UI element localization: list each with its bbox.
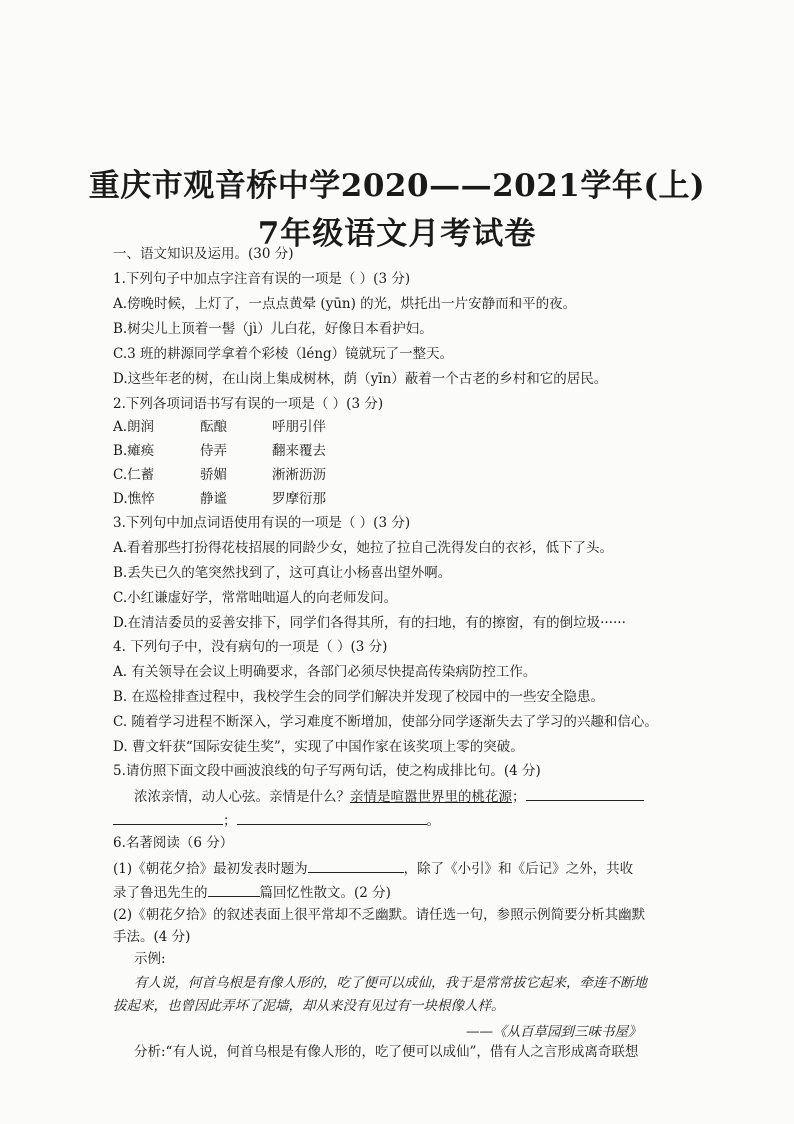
- q2-row-d-col3: 罗摩衍那: [272, 491, 326, 507]
- example-text-line2: 拔起来，也曾因此弄坏了泥墙，却从来没有见过有一块根像人样。: [113, 998, 505, 1014]
- question-5-passage: [134, 786, 644, 806]
- q6-p1-text-b: ，除了《小引》和《后记》之外，共收: [403, 861, 634, 877]
- q2-row-c-col1: C.仁蓄: [113, 467, 155, 483]
- q5-period: 。: [426, 813, 440, 829]
- question-6-part-1-line1: [113, 858, 633, 878]
- q5-wavy-sentence: 亲情是喧嚣世界里的桃花源: [350, 789, 512, 805]
- q5-semicolon: ；: [512, 789, 526, 805]
- q2-row-a-col1: A.朗润: [113, 419, 155, 435]
- question-3-stem: 3.下列句中加点词语使用有误的一项是（ ）(3 分): [113, 515, 411, 531]
- question-1-option-d: D.这些年老的树，在山岗上集成树林，荫（yīn）蔽着一个古老的乡村和它的居民。: [113, 371, 608, 387]
- example-label: 示例:: [134, 951, 166, 967]
- q2-row-b-col2: 侍弄: [200, 443, 227, 459]
- q2-row-b-col1: B.瘫痪: [113, 443, 155, 459]
- question-4-option-a: A. 有关领导在会议上明确要求，各部门必须尽快提高传染病防控工作。: [113, 664, 537, 680]
- question-5-answer-line: [113, 810, 440, 830]
- question-3-option-c: C.小红谦虚好学，常常咄咄逼人的向老师发问。: [113, 590, 398, 606]
- question-1-option-c: C.3 班的耕源同学拿着个彩棱（léng）镜就玩了一整天。: [113, 346, 454, 362]
- q5-answer-blank-3[interactable]: [237, 810, 427, 825]
- q2-row-c-col2: 骄媚: [200, 467, 227, 483]
- q6-p1-text-a: (1)《朝花夕拾》最初发表时题为: [113, 861, 308, 877]
- q2-row-a-col3: 呼朋引伴: [272, 419, 326, 435]
- example-source: ——《从百草园到三味书屋》: [466, 1024, 642, 1040]
- q6-p1-text-c: 录了鲁迅先生的: [113, 885, 208, 901]
- question-4-option-d: D. 曹文轩获“国际安徒生奖”，实现了中国作家在该奖项上零的突破。: [113, 739, 524, 755]
- question-2-stem: 2.下列各项词语书写有误的一项是（ ）(3 分): [113, 396, 384, 412]
- q5-lead-text: 浓浓亲情，动人心弦。亲情是什么？: [134, 789, 350, 805]
- q2-row-d-col1: D.憔悴: [113, 491, 155, 507]
- question-6-stem: 6.名著阅读（6 分）: [113, 835, 234, 851]
- question-6-part-1-line2: [113, 882, 391, 902]
- question-5-stem: 5.请仿照下面文段中画波浪线的句子写两句话，使之构成排比句。(4 分): [113, 763, 541, 779]
- question-1-option-a: A.傍晚时候，上灯了，一点点黄晕 (yūn) 的光，烘托出一片安静而和平的夜。: [113, 296, 577, 312]
- q5-semicolon-2: ；: [223, 813, 237, 829]
- question-3-option-b: B.丢失已久的笔突然找到了，这可真让小杨喜出望外啊。: [113, 565, 452, 581]
- question-3-option-a: A.看着那些打扮得花枝招展的同龄少女，她拉了拉自己洗得发白的衣衫，低下了头。: [113, 540, 614, 556]
- q5-answer-blank-2[interactable]: [113, 810, 223, 825]
- q2-row-b-col3: 翻来覆去: [272, 443, 326, 459]
- question-6-part-2-line1: (2)《朝花夕拾》的叙述表面上很平常却不乏幽默。请任选一句，参照示例简要分析其幽默: [113, 907, 646, 923]
- question-1-option-b: B.树尖儿上顶着一髻（jì）儿白花，好像日本看护妇。: [113, 321, 433, 337]
- question-4-option-b: B. 在巡检排查过程中，我校学生会的同学们解决并发现了校园中的一些安全隐患。: [113, 689, 605, 705]
- example-analysis: 分析:“有人说，何首乌根是有像人形的，吃了便可以成仙”，借有人之言形成离奇联想: [134, 1044, 639, 1060]
- exam-title-line1: 重庆市观音桥中学2020——2021学年(上): [88, 168, 706, 204]
- section-heading: 一、语文知识及运用。(30 分): [113, 246, 294, 262]
- q2-row-c-col3: 淅淅沥沥: [272, 467, 326, 483]
- q5-answer-blank-1[interactable]: [526, 786, 644, 801]
- question-1-stem: 1.下列句子中加点字注音有误的一项是（ ）(3 分): [113, 271, 411, 287]
- question-4-option-c: C. 随着学习进程不断深入，学习难度不断增加，使部分同学逐渐失去了学习的兴趣和信心。: [113, 714, 658, 730]
- q6-count-blank[interactable]: [208, 882, 260, 897]
- q6-p1-text-d: 篇回忆性散文。(2 分): [259, 885, 391, 901]
- question-6-part-2-line2: 手法。(4 分): [113, 929, 191, 945]
- q6-title-blank[interactable]: [308, 858, 404, 873]
- q2-row-d-col2: 静谧: [200, 491, 227, 507]
- question-3-option-d: D.在清洁委员的妥善安排下，同学们各得其所，有的扫地，有的擦窗，有的倒垃圾······: [113, 615, 626, 631]
- question-4-stem: 4. 下列句子中，没有病句的一项是（ ）(3 分): [113, 639, 388, 655]
- exam-title-line2: 7年级语文月考试卷: [257, 216, 537, 252]
- q2-row-a-col2: 酝酿: [200, 419, 227, 435]
- example-text-line1: 有人说，何首乌根是有像人形的，吃了便可以成仙，我于是常常拔它起来，牵连不断地: [134, 975, 647, 991]
